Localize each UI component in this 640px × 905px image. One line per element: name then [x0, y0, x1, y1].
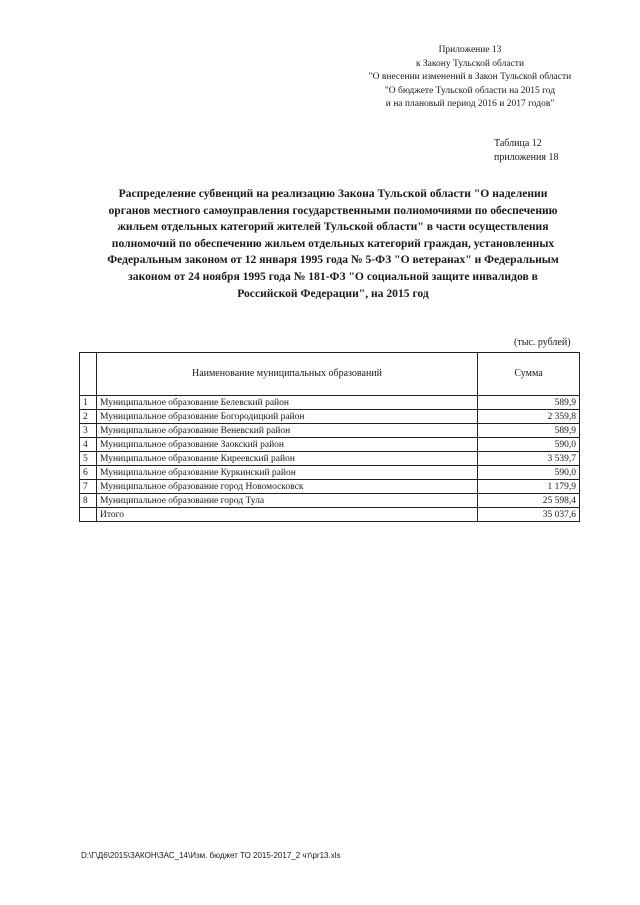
- header-name-cell: Наименование муниципальных образований: [97, 353, 478, 396]
- title-line: органов местного самоуправления государственными полномочиями по обеспечению: [108, 203, 558, 217]
- title-line: Федеральным законом от 12 января 1995 года № 5-ФЗ "О ветеранах" и Федеральным: [107, 253, 559, 267]
- row-num: 5: [80, 452, 97, 466]
- table-total-row: [80, 508, 580, 522]
- title-line: полномочий по обеспечению жильем отдельных категорий граждан, установленных: [111, 236, 555, 250]
- total-label: Итого: [97, 508, 478, 522]
- row-num: 4: [80, 438, 97, 452]
- units-label: (тыс. рублей): [514, 337, 571, 348]
- appendix-line: "О внесении изменений в Закон Тульской области: [368, 72, 572, 82]
- title-line: Распределение субвенций на реализацию Закона Тульской области "О наделении: [118, 187, 548, 200]
- row-num: 1: [80, 396, 97, 410]
- document-title: [78, 186, 588, 302]
- header-num-cell: [80, 353, 97, 396]
- table-row: [80, 466, 580, 480]
- appendix-reference: [350, 44, 590, 112]
- table-row: [80, 396, 580, 410]
- row-num: 6: [80, 466, 97, 480]
- appendix-line: Приложение 13: [438, 45, 502, 55]
- row-name: Муниципальное образование город Тула: [97, 494, 478, 508]
- row-sum: 589,9: [478, 396, 580, 410]
- row-num: 2: [80, 410, 97, 424]
- table-row: [80, 494, 580, 508]
- appendix-line: и на плановый период 2016 и 2017 годов": [385, 99, 555, 109]
- table-header-row: [80, 353, 580, 396]
- table-row: [80, 410, 580, 424]
- row-name: Муниципальное образование Заокский район: [97, 438, 478, 452]
- total-sum: 35 037,6: [478, 508, 580, 522]
- row-name: Муниципальное образование Богородицкий район: [97, 410, 478, 424]
- table-row: [80, 424, 580, 438]
- row-sum: 590,0: [478, 466, 580, 480]
- row-num: 7: [80, 480, 97, 494]
- row-name: Муниципальное образование Киреевский район: [97, 452, 478, 466]
- title-line: Российской Федерации", на 2015 год: [237, 286, 429, 300]
- table-reference: [494, 137, 558, 165]
- header-sum-cell: Сумма: [478, 353, 580, 396]
- title-line: законом от 24 ноября 1995 года № 181-ФЗ "О социальной защите инвалидов в: [128, 269, 538, 283]
- table-ref-line: приложения 18: [494, 152, 559, 163]
- table-row: [80, 438, 580, 452]
- row-num: 8: [80, 494, 97, 508]
- row-sum: 1 179,9: [478, 480, 580, 494]
- row-name: Муниципальное образование Куркинский район: [97, 466, 478, 480]
- file-path-footer: D:\Г\Д6\2015\ЗАКОН\ЗАС_14\Изм. бюджет ТО 2015-2017_2 чт\pr13.xls: [81, 851, 341, 860]
- appendix-line: к Закону Тульской области: [415, 58, 525, 69]
- subvention-table: [79, 352, 580, 522]
- table-row: [80, 480, 580, 494]
- row-sum: 3 539,7: [478, 452, 580, 466]
- row-sum: 590,0: [478, 438, 580, 452]
- title-line: жильем отдельных категорий жителей Тульской области" в части осуществления: [117, 220, 549, 234]
- row-name: Муниципальное образование Белевский район: [97, 396, 478, 410]
- row-sum: 589,9: [478, 424, 580, 438]
- total-num-cell: [80, 508, 97, 522]
- table-row: [80, 452, 580, 466]
- row-name: Муниципальное образование Веневский район: [97, 424, 478, 438]
- table-ref-line: Таблица 12: [494, 138, 542, 149]
- row-sum: 2 359,8: [478, 410, 580, 424]
- row-num: 3: [80, 424, 97, 438]
- row-name: Муниципальное образование город Новомосковск: [97, 480, 478, 494]
- row-sum: 25 598,4: [478, 494, 580, 508]
- appendix-line: "О бюджете Тульской области на 2015 год: [384, 85, 556, 96]
